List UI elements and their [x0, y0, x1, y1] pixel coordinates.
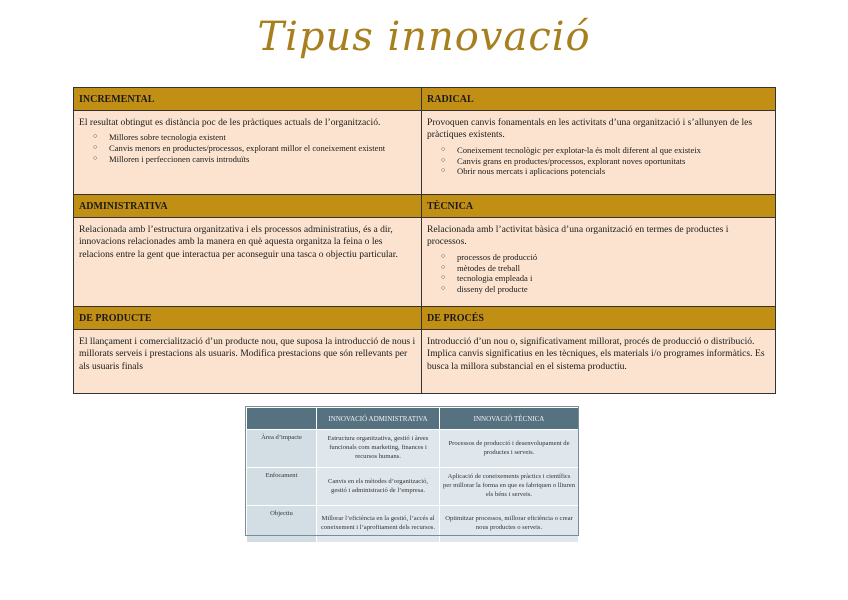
- proces-header: DE PROCÉS: [422, 307, 776, 330]
- list-item: ○ disseny del producte: [457, 284, 770, 295]
- innovation-types-table: [73, 87, 776, 394]
- administrativa-cell: [74, 218, 422, 307]
- page-title: Tipus innovació: [257, 14, 591, 60]
- row-label: Enfocament: [247, 468, 317, 506]
- producte-text: El llançament i comercialització d’un producte nou, que suposa la introducció de nous i millorats serveis i prestacions als usuaris. Modifica prestacions que són rellevants per als usuaris finals: [79, 336, 416, 372]
- header-row: [74, 195, 776, 218]
- incremental-list: [79, 132, 416, 164]
- table-row: [247, 506, 579, 543]
- incremental-text: El resultat obtingut es distància poc de les pràctiques actuals de l’organització.: [79, 117, 381, 128]
- list-item: ○ Millores sobre tecnologia existent: [109, 132, 416, 143]
- comparison-corner: [247, 408, 317, 430]
- incremental-header: INCREMENTAL: [74, 88, 422, 111]
- body-row: [74, 330, 776, 394]
- header-row: [74, 88, 776, 111]
- radical-header: RADICAL: [422, 88, 776, 111]
- proces-cell: [422, 330, 776, 394]
- admin-column-header: INNOVACIÓ ADMINISTRATIVA: [317, 408, 440, 430]
- admin-cell: Canvis en els mètodes d’organització, gestió i administració de l’empresa.: [317, 468, 440, 506]
- table-row: [247, 468, 579, 506]
- admin-cell: Millorar l’eficiència en la gestió, l’accés al coneixement i l’aprofitament dels recursos.: [317, 506, 440, 543]
- table-row: [247, 430, 579, 468]
- tecnica-cell: Aplicació de coneixements pràctics i científics per millorar la forma en que es fabriquen o lliuren els béns i serveis.: [440, 468, 579, 506]
- list-item: ○ Canvis menors en productes/processos, explorant millor el coneixement existent: [109, 143, 416, 154]
- proces-text: Introducció d’un nou o, significativament millorat, procés de producció o distribució. Implica canvis significatius en les tècniques, els materials i/o programes informàtics. Es busca la millora substancial en el sistema productiu.: [427, 336, 765, 372]
- row-label: Àrea d’impacte: [247, 430, 317, 468]
- radical-list: [427, 145, 770, 177]
- header-row: [74, 307, 776, 330]
- tecnica-cell: Processos de producció i desenvolupament de productes i serveis.: [440, 430, 579, 468]
- admin-cell: Estructura organitzativa, gestió i àrees funcionals com marketing, finances i recursos humans.: [317, 430, 440, 468]
- body-row: [74, 218, 776, 307]
- tecnica-text: Relacionada amb l’activitat bàsica d’una organització en termes de productes i processos.: [427, 224, 729, 248]
- tecnica-cell: [422, 218, 776, 307]
- list-item: ○ Coneixement tecnològic per explotar-la és molt diferent al que existeix: [457, 145, 770, 156]
- tecnica-column-header: INNOVACIÓ TÈCNICA: [440, 408, 579, 430]
- incremental-cell: [74, 111, 422, 195]
- producte-header: DE PRODUCTE: [74, 307, 422, 330]
- body-row: [74, 111, 776, 195]
- list-item: ○ tecnologia empleada i: [457, 273, 770, 284]
- comparison-table: [246, 407, 579, 543]
- comparison-header-row: [247, 408, 579, 430]
- administrativa-header: ADMINISTRATIVA: [74, 195, 422, 218]
- tecnica-header: TÈCNICA: [422, 195, 776, 218]
- tecnica-cell: Optimitzar processos, millorar eficiència o crear nous productes o serveis.: [440, 506, 579, 543]
- administrativa-text: Relacionada amb l’estructura organitzativa i els processos administratius, és a dir, innovacions relacionades amb la manera en què aquesta organitza la feina o les relacions entre la gent que interactua per aconseguir una tasca o objectiu particular.: [79, 224, 398, 260]
- list-item: ○ Obrir nous mercats i aplicacions potencials: [457, 166, 770, 177]
- row-label: Objectiu: [247, 506, 317, 543]
- radical-cell: [422, 111, 776, 195]
- list-item: ○ Canvis grans en productes/processos, explorant noves oportunitats: [457, 156, 770, 167]
- list-item: ○ processos de producció: [457, 252, 770, 263]
- list-item: ○ mètodes de treball: [457, 263, 770, 274]
- producte-cell: [74, 330, 422, 394]
- tecnica-list: [427, 252, 770, 295]
- list-item: ○ Milloren i perfeccionen canvis introduïts: [109, 154, 416, 165]
- radical-text: Provoquen canvis fonamentals en les activitats d’una organització i s’allunyen de les pràctiques existents.: [427, 117, 753, 141]
